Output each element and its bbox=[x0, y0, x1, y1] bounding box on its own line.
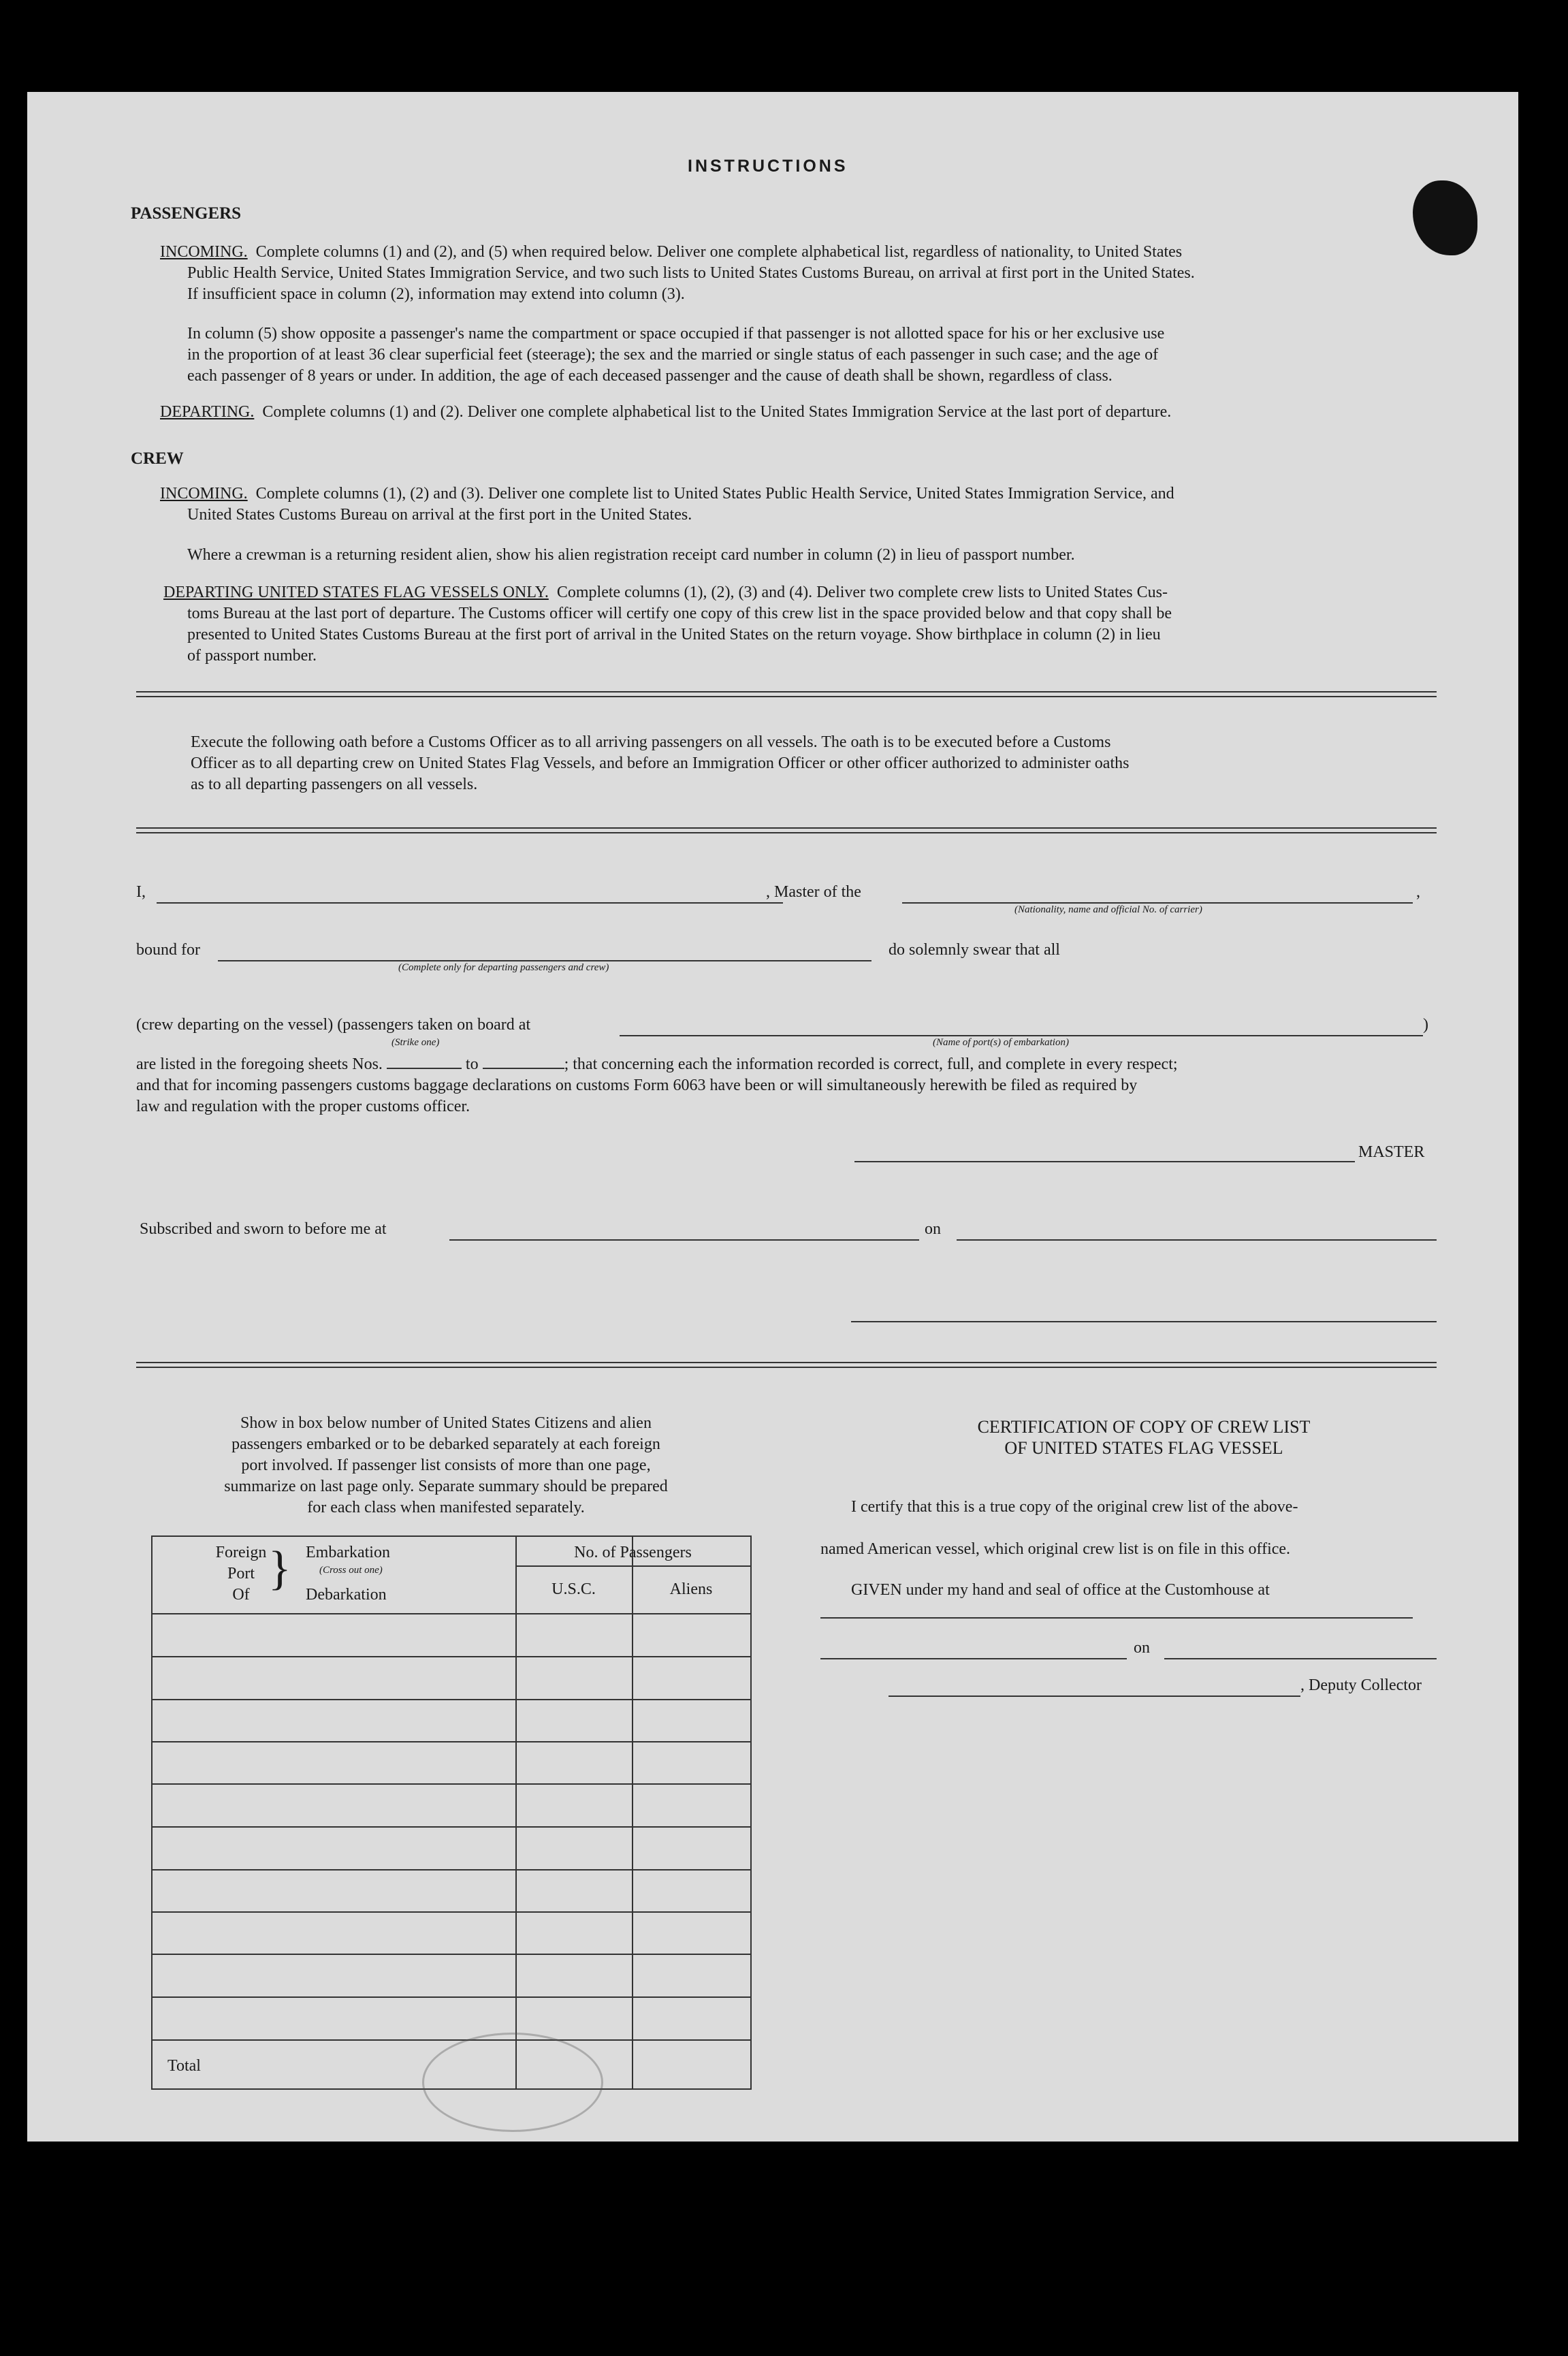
crew-resident: Where a crewman is a returning resident alien, show his alien registration receipt card number in column (2) in lieu of passport number. bbox=[187, 546, 1075, 564]
col-foreign-3: Of bbox=[232, 1586, 250, 1604]
oath-text-2: Officer as to all departing crew on United States Flag Vessels, and before an Immigration Officer or other officer authorized to administer oaths bbox=[191, 754, 1130, 772]
oath-listed-4: law and regulation with the proper customs officer. bbox=[136, 1098, 470, 1115]
oath-listed-to: to bbox=[465, 1055, 479, 1073]
crew-incoming bbox=[160, 483, 1433, 526]
page-title: INSTRUCTIONS bbox=[688, 157, 848, 176]
passengers-heading: PASSENGERS bbox=[131, 204, 242, 223]
crew-departing-text-1: Complete columns (1), (2), (3) and (4). Deliver two complete crew lists to United States Cus- bbox=[556, 584, 1168, 601]
passengers-column5 bbox=[187, 323, 1433, 387]
crew-heading: CREW bbox=[131, 449, 184, 468]
passengers-col5-text-3: each passenger of 8 years or under. In addition, the age of each deceased passenger and the cause of death shall be shown, regardless of class. bbox=[187, 367, 1113, 385]
oath-listed-1: are listed in the foregoing sheets Nos. bbox=[136, 1055, 383, 1073]
cert-text-3: GIVEN under my hand and seal of office at the Customhouse at bbox=[851, 1581, 1270, 1599]
brace-glyph: } bbox=[268, 1542, 291, 1595]
deputy-signature-field[interactable] bbox=[889, 1696, 1300, 1697]
master-name-field[interactable] bbox=[157, 902, 783, 904]
sheet-to-field[interactable] bbox=[483, 1068, 564, 1069]
ports-caption: (Name of port(s) of embarkation) bbox=[933, 1037, 1069, 1048]
sheet-from-field[interactable] bbox=[387, 1068, 462, 1069]
oath-i-label: I, bbox=[136, 883, 146, 901]
carrier-caption: (Nationality, name and official No. of carrier) bbox=[1014, 904, 1202, 915]
col-debarkation: Debarkation bbox=[306, 1586, 387, 1604]
cert-deputy: , Deputy Collector bbox=[1300, 1676, 1422, 1694]
oath-subscribed: Subscribed and sworn to before me at bbox=[140, 1220, 387, 1238]
col-cross-out: (Cross out one) bbox=[319, 1565, 383, 1576]
summary-text-1: Show in box below number of United States Citizens and alien bbox=[240, 1414, 652, 1432]
divider-2 bbox=[136, 827, 1437, 833]
summary-text-5: for each class when manifested separately. bbox=[307, 1499, 585, 1516]
embarkation-ports-field[interactable] bbox=[620, 1035, 1423, 1036]
oath-on: on bbox=[925, 1220, 941, 1238]
cert-text-1: I certify that this is a true copy of the original crew list of the above- bbox=[851, 1498, 1298, 1516]
crew-departing-label: DEPARTING UNITED STATES FLAG VESSELS ONLY. bbox=[163, 584, 549, 601]
bound-for-field[interactable] bbox=[218, 960, 871, 961]
strike-caption: (Strike one) bbox=[391, 1037, 440, 1048]
sworn-place-field[interactable] bbox=[449, 1239, 919, 1241]
summary-text-3: port involved. If passenger list consists of more than one page, bbox=[241, 1456, 651, 1474]
oath-master-of: , Master of the bbox=[766, 883, 861, 901]
oath-text-1: Execute the following oath before a Customs Officer as to all arriving passengers on all vessels. The oath is to be executed before a Customs bbox=[191, 733, 1111, 751]
bound-caption: (Complete only for departing passengers and crew) bbox=[398, 962, 609, 973]
crew-incoming-text-2: United States Customs Bureau on arrival at the first port in the United States. bbox=[187, 506, 692, 524]
passengers-incoming bbox=[160, 242, 1433, 305]
crew-incoming-label: INCOMING. bbox=[160, 485, 248, 503]
oath-text-3: as to all departing passengers on all vessels. bbox=[191, 776, 478, 793]
passengers-departing-label: DEPARTING. bbox=[160, 403, 255, 421]
col-foreign-1: Foreign bbox=[215, 1544, 267, 1561]
foreign-port-header bbox=[214, 1542, 268, 1606]
cert-heading-1: CERTIFICATION OF COPY OF CREW LIST bbox=[977, 1417, 1311, 1437]
oath-swear: do solemnly swear that all bbox=[889, 941, 1060, 959]
sworn-date-field[interactable] bbox=[957, 1239, 1437, 1241]
col-foreign-2: Port bbox=[227, 1565, 255, 1582]
officer-signature-field[interactable] bbox=[851, 1321, 1437, 1322]
col-usc: U.S.C. bbox=[551, 1580, 596, 1598]
oath-master-label: MASTER bbox=[1358, 1143, 1425, 1161]
crew-departing bbox=[163, 582, 1433, 667]
cert-place-field[interactable] bbox=[820, 1658, 1127, 1659]
crew-departing-text-2: toms Bureau at the last port of departure. The Customs officer will certify one copy of this crew list in the space provided below and that copy shall be bbox=[187, 605, 1172, 622]
passengers-departing bbox=[160, 402, 1433, 423]
cert-heading-2: OF UNITED STATES FLAG VESSEL bbox=[1004, 1438, 1283, 1458]
oath-listed-2: ; that concerning each the information recorded is correct, full, and complete in every respect; bbox=[564, 1055, 1178, 1073]
col-aliens: Aliens bbox=[669, 1580, 713, 1598]
summary-text-4: summarize on last page only. Separate summary should be prepared bbox=[224, 1478, 668, 1495]
form-page: INSTRUCTIONS PASSENGERS INCOMING. Complete columns (1) and (2), and (5) when required below. Deliver one complete alphabetical list, regardless of nationality, to United States Public Health Service, United States Immigration Service, and two such lists to United States Customs Bureau, on arrival at first port in the United States. If insufficient space in column (2), information may extend into column (3). In column (5) show opposite a passenger's name the compartment or space occupied if that passenger is not allotted space for his or her exclusive use in the proportion of at least 36 clear superficial feet (steerage); the sex and the married or single status of each passenger in such case; and the age of each passenger of 8 years or under. In addition, the age of each deceased passenger and the cause of death shall be shown, regardless of class. DEPARTING. Complete columns (1) and (2). Deliver one complete alphabetical list to the United States Immigration Service at the last port of departure. CREW INCOMING. Complete columns (1), (2) and (3). Deliver one complete list to United States Public Health Service, United States Immigration Service, and United States Customs Bureau on arrival at the first port in the United States. Where a crewman is a returning resident alien, show his alien registration receipt card number in column (2) in lieu of passport number. DEPARTING UNITED STATES FLAG VESSELS ONLY. Complete columns (1), (2), (3) and (4). Deliver two complete crew lists to United States Cus- toms Bureau at the last port of departure. The Customs officer will certify one copy of this crew list in the space provided below and that copy shall be presented to United States Customs Bureau at the first port of arrival in the United States on the return voyage. Show birthplace in column (2) in lieu of passport number. Execute the following oath before a Customs Officer as to all arriving passengers on all vessels. The oath is to be executed before a Customs Officer as to all departing crew on United States Flag Vessels, and before an Immigration Officer or other officer authorized to administer oaths as to all departing passengers on all vessels. I, , Master of the , (Nationality, name and official No. of carrier) bound for (Complete only for departing passengers and crew) do solemnly swear that all (crew departing on the vessel) (passengers taken on board at ) (Strike one) (Name of port(s) of embarkation) are listed in the foregoing sheets Nos. to ; that concerning each the information recorded is correct, full, and complete in every respect; and that for incoming passengers customs baggage declarations on customs Form 6063 have been or will simultaneously herewith be filed as required by law and regulation with the proper customs officer. MASTER Subscribed and sworn to before me at on Show in box below number of United States Citizens and alien passengers embarked or to be debarked separately at each foreign port involved. If passenger list consists of more than one page, summarize on last page only. Separate summary should be prepared for each class when manifested separately. Foreign Port Of } Embarkation (Cross out one) Debarkation No. of Passengers U.S.C. Aliens Total CERTIFICATION OF COPY OF CREW LIST OF UNITED STATES FLAG VESSEL I certify that this is a true copy of the original crew list of the above- named American vessel, which original crew list is on file in this office. GIVEN under my hand and seal of office at the Customhouse at on , Deputy Collector bbox=[27, 92, 1518, 2142]
col-number: No. of Passengers bbox=[574, 1544, 692, 1561]
passengers-departing-text: Complete columns (1) and (2). Deliver one complete alphabetical list to the United States Immigration Service at the last port of departure. bbox=[262, 403, 1172, 421]
oath-crew-departing: (crew departing on the vessel) (passengers taken on board at bbox=[136, 1016, 531, 1034]
crew-departing-text-4: of passport number. bbox=[187, 647, 317, 665]
summary-instructions bbox=[146, 1413, 746, 1518]
oath-bound-for: bound for bbox=[136, 941, 200, 959]
oath-listed-3: and that for incoming passengers customs baggage declarations on customs Form 6063 have been or will simultaneously herewith be filed as required by bbox=[136, 1077, 1138, 1094]
passengers-incoming-text-3: If insufficient space in column (2), information may extend into column (3). bbox=[187, 285, 685, 303]
passengers-col5-text-1: In column (5) show opposite a passenger's name the compartment or space occupied if that passenger is not allotted space for his or her exclusive use bbox=[187, 325, 1165, 343]
passengers-incoming-label: INCOMING. bbox=[160, 243, 248, 261]
cert-text-2: named American vessel, which original crew list is on file in this office. bbox=[820, 1540, 1291, 1558]
oath-instructions bbox=[191, 732, 1389, 795]
total-label: Total bbox=[167, 2057, 201, 2075]
crew-departing-text-3: presented to United States Customs Bureau at the first port of arrival in the United States on the return voyage. Show birthplace in column (2) in lieu bbox=[187, 626, 1161, 643]
col-embarkation: Embarkation bbox=[306, 1544, 390, 1561]
divider-3 bbox=[136, 1362, 1437, 1368]
passengers-incoming-text-2: Public Health Service, United States Immigration Service, and two such lists to United States Customs Bureau, on arrival at first port in the United States. bbox=[187, 264, 1195, 282]
cert-date-field[interactable] bbox=[1164, 1658, 1437, 1659]
cert-on: on bbox=[1134, 1639, 1150, 1657]
divider-1 bbox=[136, 691, 1437, 697]
passenger-summary-table bbox=[151, 1535, 752, 2090]
customs-stamp bbox=[422, 2033, 603, 2132]
master-signature-field[interactable] bbox=[854, 1161, 1355, 1162]
certification-heading bbox=[837, 1416, 1450, 1459]
crew-incoming-text-1: Complete columns (1), (2) and (3). Deliver one complete list to United States Public Health Service, United States Immigration Service, and bbox=[255, 485, 1174, 503]
passengers-incoming-text-1: Complete columns (1) and (2), and (5) when required below. Deliver one complete alphabetical list, regardless of nationality, to United States bbox=[255, 243, 1183, 261]
passengers-col5-text-2: in the proportion of at least 36 clear superficial feet (steerage); the sex and the married or single status of each passenger in such case; and the age of bbox=[187, 346, 1159, 364]
customhouse-field[interactable] bbox=[820, 1617, 1413, 1619]
oath-listed bbox=[136, 1054, 1437, 1117]
carrier-field[interactable] bbox=[902, 902, 1413, 904]
summary-text-2: passengers embarked or to be debarked separately at each foreign bbox=[231, 1435, 660, 1453]
